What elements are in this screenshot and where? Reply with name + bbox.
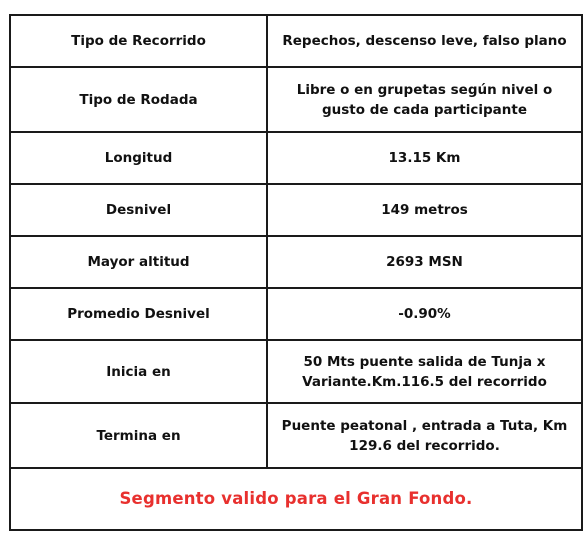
row-value: -0.90% xyxy=(267,288,582,340)
segment-note: Segmento valido para el Gran Fondo. xyxy=(10,468,582,530)
row-value: 2693 MSN xyxy=(267,236,582,288)
route-info-table xyxy=(9,14,583,531)
row-label: Desnivel xyxy=(10,184,267,236)
footer-row xyxy=(10,468,582,530)
table-row xyxy=(10,15,582,67)
row-value: Libre o en grupetas según nivel o gusto de cada participante xyxy=(267,67,582,132)
row-label: Tipo de Rodada xyxy=(10,67,267,132)
row-label: Inicia en xyxy=(10,340,267,403)
row-label: Termina en xyxy=(10,403,267,468)
row-value: 50 Mts puente salida de Tunja x Variante.Km.116.5 del recorrido xyxy=(267,340,582,403)
row-value: 13.15 Km xyxy=(267,132,582,184)
row-value: Repechos, descenso leve, falso plano xyxy=(267,15,582,67)
table-row xyxy=(10,67,582,132)
table-row xyxy=(10,184,582,236)
table-row xyxy=(10,288,582,340)
table-row xyxy=(10,132,582,184)
row-value: Puente peatonal , entrada a Tuta, Km 129.6 del recorrido. xyxy=(267,403,582,468)
table-row xyxy=(10,236,582,288)
row-label: Longitud xyxy=(10,132,267,184)
row-label: Promedio Desnivel xyxy=(10,288,267,340)
row-label: Tipo de Recorrido xyxy=(10,15,267,67)
row-label: Mayor altitud xyxy=(10,236,267,288)
table-row xyxy=(10,340,582,403)
table-row xyxy=(10,403,582,468)
row-value: 149 metros xyxy=(267,184,582,236)
